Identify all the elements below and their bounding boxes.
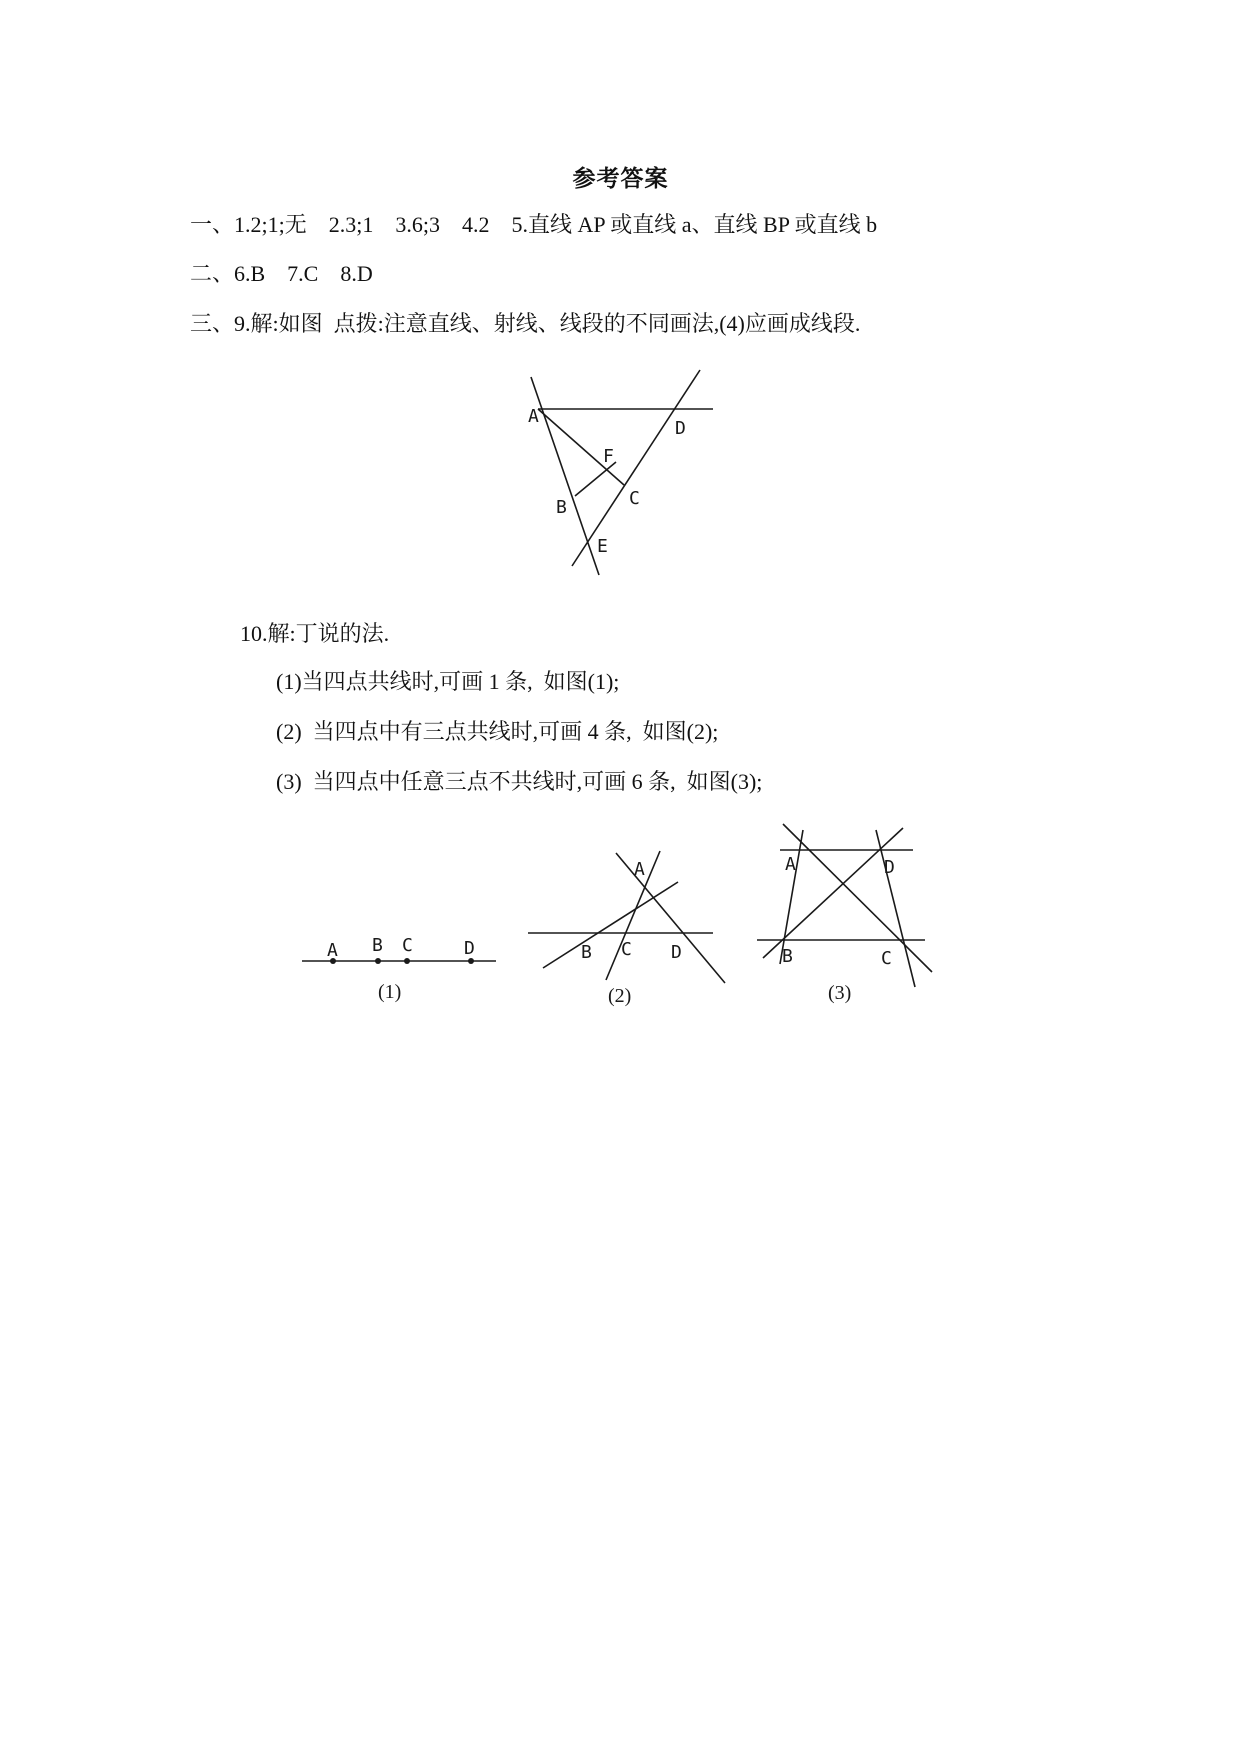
q10-case-1: (1)当四点共线时,可画 1 条, 如图(1); xyxy=(276,669,620,694)
label-d: D xyxy=(675,418,686,439)
line-a-c xyxy=(783,824,932,972)
line-through-d-e xyxy=(572,370,700,566)
figure-q10-3 xyxy=(755,820,945,1010)
q10-intro: 10.解:丁说的法. xyxy=(240,621,390,646)
line-a-b xyxy=(543,882,678,968)
answer-section-1: 一、1.2;1;无 2.3;1 3.6;3 4.2 5.直线 AP 或直线 a、直线 BP 或直线 b xyxy=(190,212,878,237)
label-b: B xyxy=(782,946,793,967)
label-d: D xyxy=(671,942,682,963)
label-c: C xyxy=(402,935,413,956)
figure-caption-3: (3) xyxy=(828,982,852,1004)
label-b: B xyxy=(372,935,383,956)
label-e: E xyxy=(597,536,608,557)
line-b-d xyxy=(763,828,903,958)
figure-caption-1: (1) xyxy=(378,981,402,1003)
figure-caption-2: (2) xyxy=(608,985,632,1007)
segment-b-f xyxy=(575,462,616,496)
figure-q10-2 xyxy=(525,840,735,1015)
label-c: C xyxy=(881,948,892,969)
q10-case-2: (2) 当四点中有三点共线时,可画 4 条, 如图(2); xyxy=(276,719,719,744)
label-d: D xyxy=(884,857,895,878)
label-c: C xyxy=(621,939,632,960)
answer-section-2: 二、6.B 7.C 8.D xyxy=(190,261,373,286)
line-a-c xyxy=(606,851,660,980)
label-a: A xyxy=(327,940,338,961)
figure-q9 xyxy=(520,365,720,575)
label-b: B xyxy=(556,497,567,518)
label-a: A xyxy=(785,854,796,875)
label-c: C xyxy=(629,488,640,509)
point-b xyxy=(375,958,381,964)
line-through-a-b xyxy=(531,377,599,575)
page-title: 参考答案 xyxy=(572,166,669,191)
label-d: D xyxy=(464,938,475,959)
label-a: A xyxy=(528,406,539,427)
label-b: B xyxy=(581,942,592,963)
label-a: A xyxy=(634,859,645,880)
q10-case-3: (3) 当四点中任意三点不共线时,可画 6 条, 如图(3); xyxy=(276,769,763,794)
answer-section-3: 三、9.解:如图 点拨:注意直线、射线、线段的不同画法,(4)应画成线段. xyxy=(190,311,861,336)
figure-q10-1 xyxy=(300,925,500,1005)
label-f: F xyxy=(603,446,614,467)
point-c xyxy=(404,958,410,964)
